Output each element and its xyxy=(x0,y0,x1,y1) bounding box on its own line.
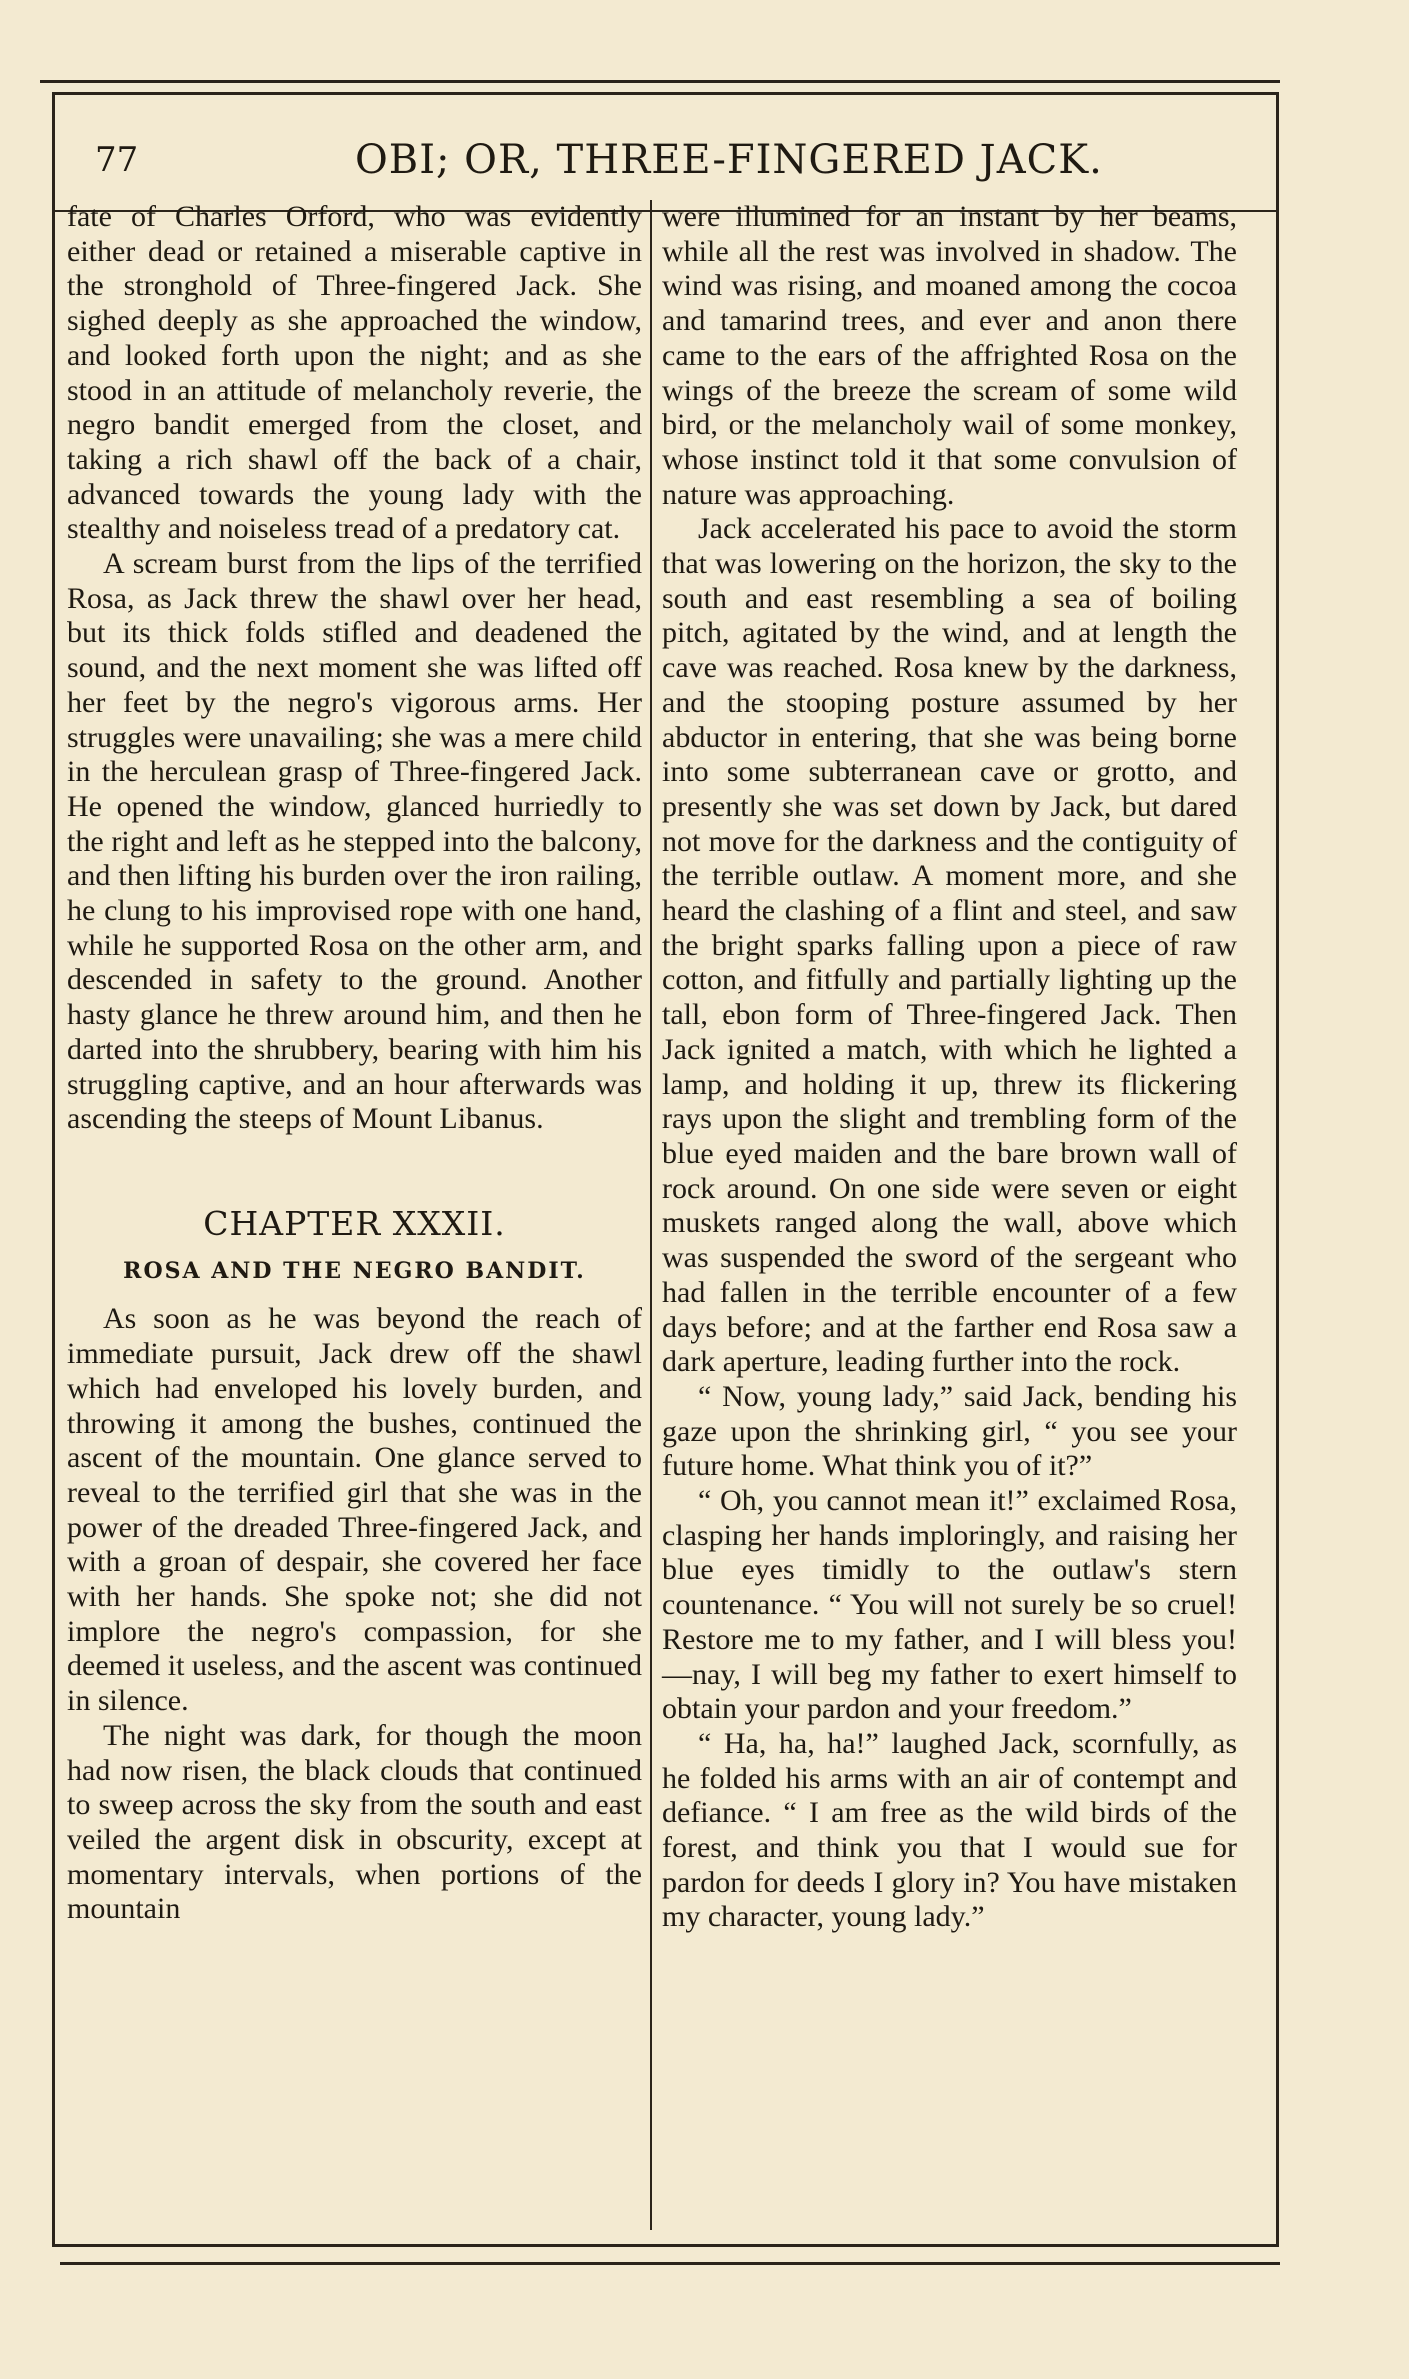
paragraph: As soon as he was beyond the reach of immediate pursuit, Jack drew off the shawl which had enveloped his lovely burden, and throwing it among the bushes, continued the ascent of the mountain. One glance served to reveal to the terrified girl that she was in the power of the dreaded Three-fingered Jack, and with a groan of despair, she covered her face with her hands. She spoke not; she did not implore the negro's compassion, for she deemed it useless, and the ascent was continued in silence. xyxy=(67,1302,642,1718)
page-header xyxy=(55,115,1276,195)
paragraph: fate of Charles Orford, who was evidently either dead or retained a miserable captive in the stronghold of Three-fingered Jack. She sighed deeply as she approached the window, and looked forth upon the night; and as she stood in an attitude of melancholy reverie, the negro bandit emerged from the closet, and taking a rich shawl off the back of a chair, advanced towards the young lady with the stealthy and noiseless tread of a predatory cat. xyxy=(67,200,642,546)
left-column xyxy=(67,200,642,1927)
paragraph: “ Now, young lady,” said Jack, bending his gaze upon the shrinking girl, “ you see your future home. What think you of it?” xyxy=(662,1379,1237,1483)
paragraph: “ Ha, ha, ha!” laughed Jack, scornfully, as he folded his arms with an air of contempt and defiance. “ I am free as the wild birds of the forest, and think you that I would sue for pardon for deeds I glory in? You have mistaken my character, young lady.” xyxy=(662,1726,1237,1934)
paragraph: A scream burst from the lips of the terrified Rosa, as Jack threw the shawl over her head, but its thick folds stifled and deadened the sound, and the next moment she was lifted off her feet by the negro's vigorous arms. Her struggles were unavailing; she was a mere child in the herculean grasp of Three-fingered Jack. He opened the window, glanced hurriedly to the right and left as he stepped into the balcony, and then lifting his burden over the iron railing, he clung to his improvised rope with one hand, while he supported Rosa on the other arm, and descended in safety to the ground. Another hasty glance he threw around him, and then he darted into the shrubbery, bearing with him his struggling captive, and an hour afterwards was ascending the steeps of Mount Libanus. xyxy=(67,547,642,1136)
chapter-title: CHAPTER XXXII. xyxy=(203,1203,506,1243)
page-frame xyxy=(52,92,1279,2247)
top-border-rule xyxy=(40,80,1280,83)
paragraph: The night was dark, for though the moon had now risen, the black clouds that continued to sweep across the sky from the south and east veiled the argent disk in obscurity, except at momentary intervals, when portions of the mountain xyxy=(67,1718,642,1926)
column-divider xyxy=(650,200,652,2230)
right-column xyxy=(662,200,1237,1935)
paragraph: were illumined for an instant by her beams, while all the rest was involved in shadow. The wind was rising, and moaned among the cocoa and tamarind trees, and ever and anon there came to the ears of the affrighted Rosa on the wings of the breeze the scream of some wild bird, or the melancholy wail of some monkey, whose instinct told it that some convulsion of nature was approaching. xyxy=(662,200,1237,511)
paragraph: “ Oh, you cannot mean it!” exclaimed Rosa, clasping her hands imploringly, and raising her blue eyes timidly to the outlaw's stern countenance. “ You will not surely be so cruel! Restore me to my father, and I will bless you!—nay, I will beg my father to exert himself to obtain your pardon and your freedom.” xyxy=(662,1484,1237,1726)
running-title: OBI; OR, THREE-FINGERED JACK. xyxy=(355,137,1103,183)
page-number: 77 xyxy=(95,140,139,180)
chapter-subtitle: ROSA AND THE NEGRO BANDIT. xyxy=(123,1257,586,1284)
bottom-border-rule xyxy=(60,2262,1280,2265)
paragraph: Jack accelerated his pace to avoid the storm that was lowering on the horizon, the sky to the south and east resembling a sea of boiling pitch, agitated by the wind, and at length the cave was reached. Rosa knew by the darkness, and the stooping posture assumed by her abductor in entering, that she was being borne into some subterranean cave or grotto, and presently she was set down by Jack, but dared not move for the darkness and the contiguity of the terrible outlaw. A moment more, and she heard the clashing of a flint and steel, and saw the bright sparks falling upon a piece of raw cotton, and fitfully and partially lighting up the tall, ebon form of Three-fingered Jack. Then Jack ignited a match, with which he lighted a lamp, and holding it up, threw its flickering rays upon the slight and trembling form of the blue eyed maiden and the bare brown wall of rock around. On one side were seven or eight muskets ranged along the wall, above which was suspended the sword of the sergeant who had fallen in the terrible encounter of a few days before; and at the farther end Rosa saw a dark aperture, leading further into the rock. xyxy=(662,512,1237,1379)
